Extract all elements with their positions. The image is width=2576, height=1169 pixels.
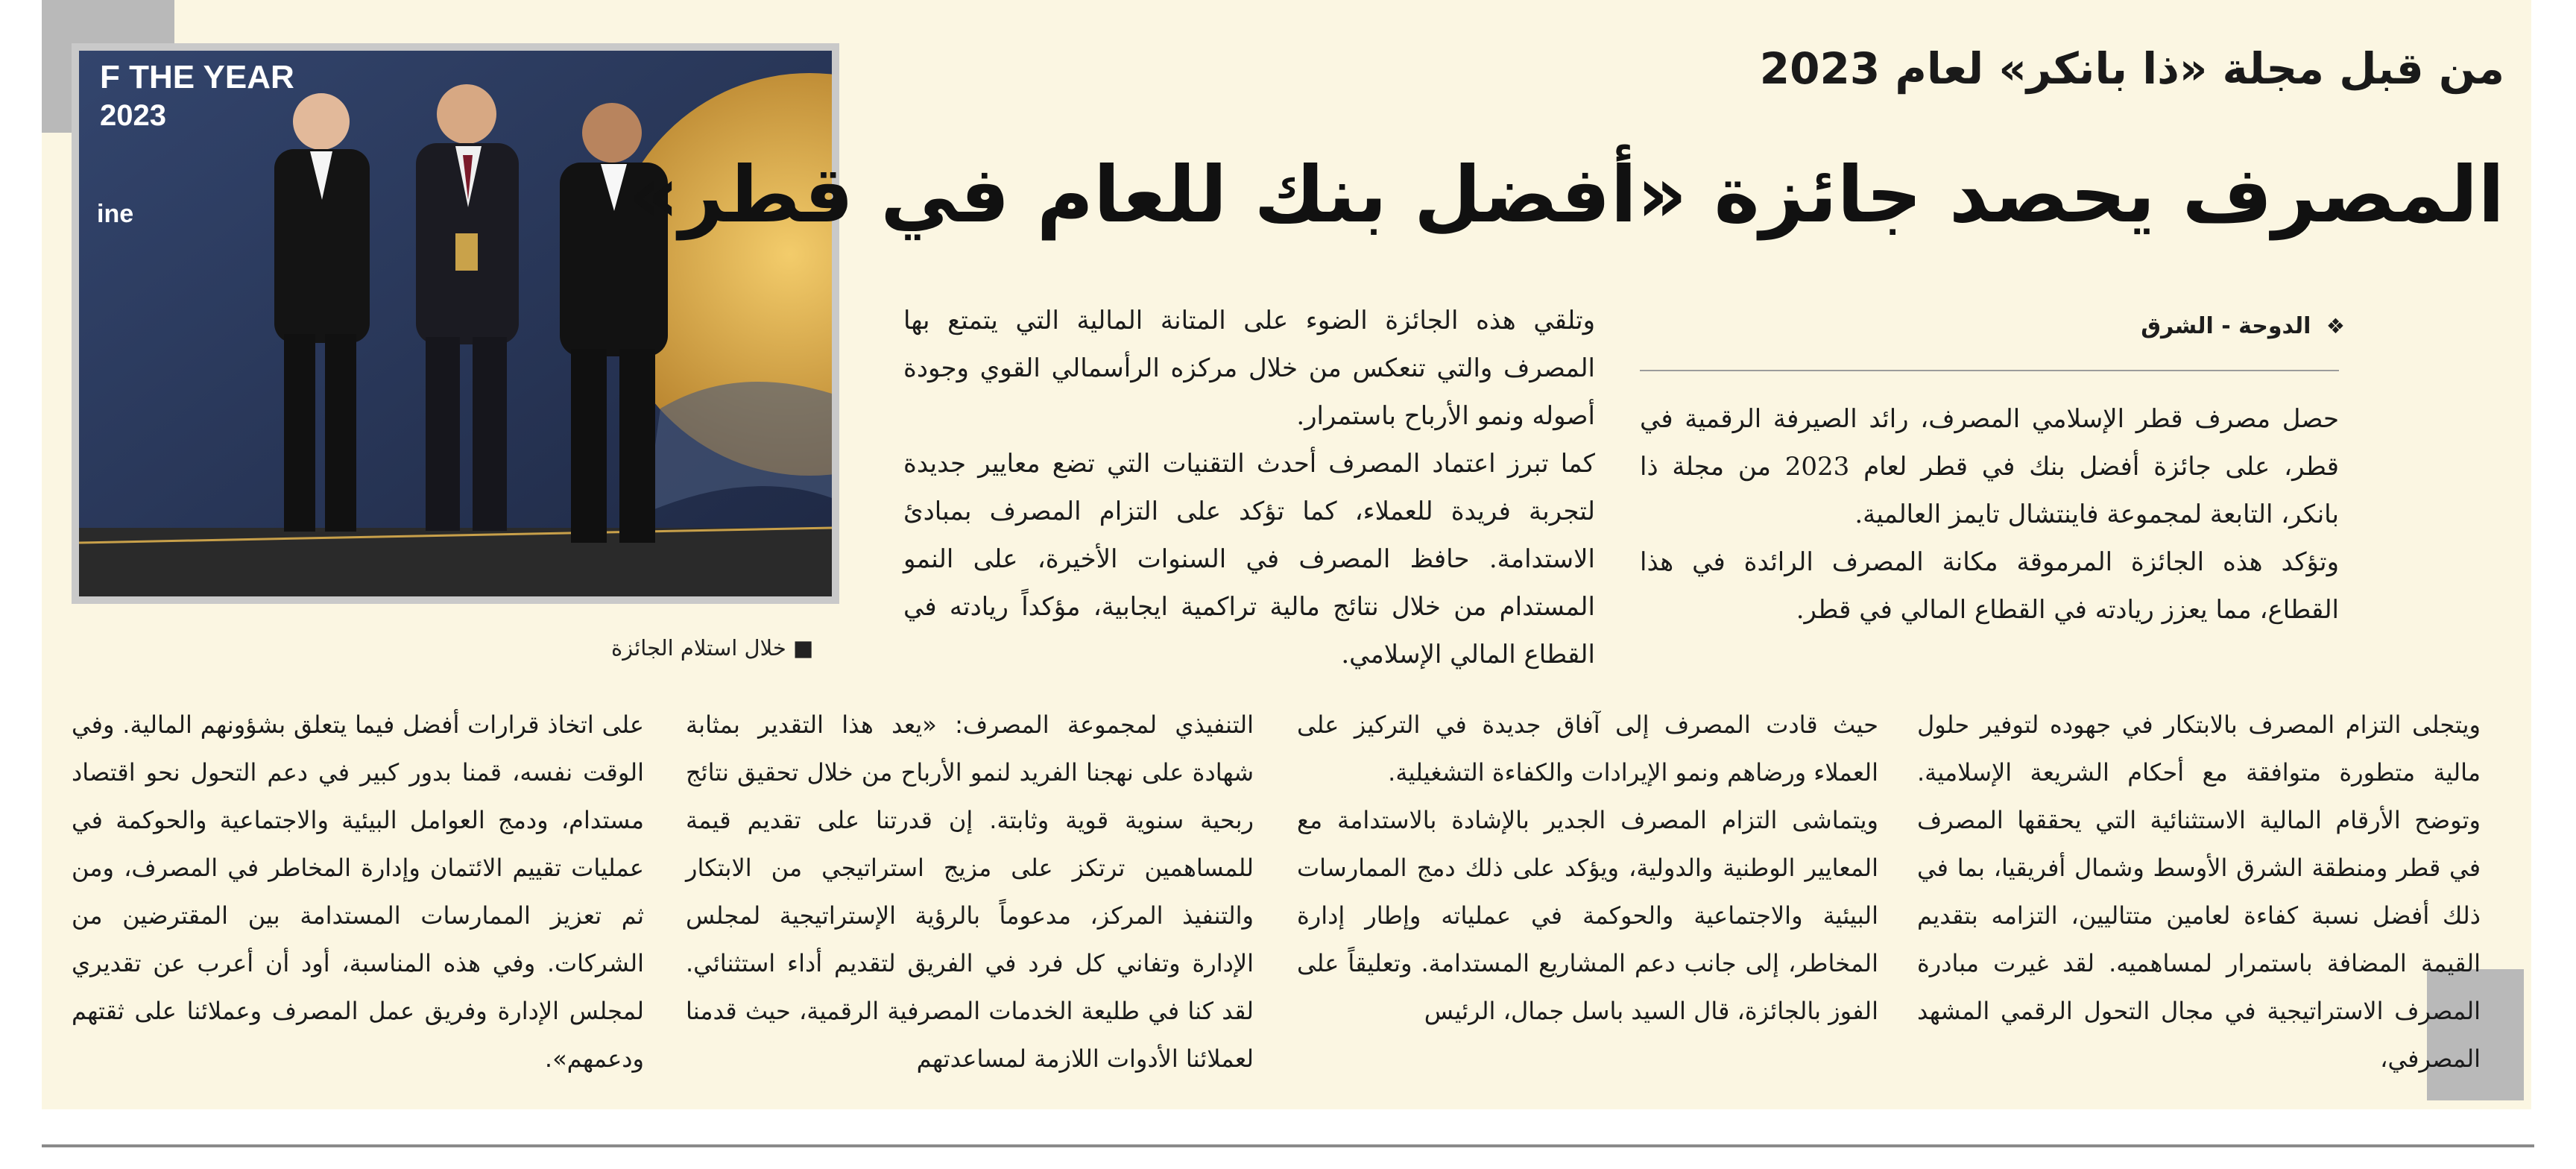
backdrop-text-year: F THE YEAR	[100, 59, 294, 95]
column-upper-middle	[903, 297, 1595, 678]
trophy-icon	[455, 233, 478, 271]
dateline-rule	[1640, 370, 2339, 371]
paragraph: وتلقي هذه الجائزة الضوء على المتانة المالية التي يتمتع بها المصرف والتي تنعكس من خلال مركزه الرأسمالي القوي وجودة أصوله ونمو الأرباح باستمرار.	[903, 306, 1595, 431]
column-lower-4	[72, 701, 644, 1083]
headline: المصرف يحصد جائزة «أفضل بنك للعام في قطر»	[628, 149, 2504, 240]
black-square-icon: ■	[793, 635, 814, 661]
photo-caption	[611, 635, 813, 661]
column-lower-2	[1297, 701, 1878, 1035]
diamond-bullet-icon: ❖	[2326, 314, 2345, 338]
column-lower-1	[1917, 701, 2481, 1083]
dateline-text: الدوحة - الشرق	[2141, 313, 2311, 339]
paragraph: التنفيذي لمجموعة المصرف: «يعد هذا التقدير بمثابة شهادة على نهجنا الفريد لنمو الأرباح من خلال تحقيق نتائج ربحية سنوية قوية وثابتة. إن قدرتنا على تقديم قيمة للمساهمين ترتكز على مزيج استراتيجي من الابتكار والتنفيذ المركز، مدعوماً بالرؤية الإستراتيجية لمجلس الإدارة وتفاني كل فرد في الفريق لتقديم أداء استثنائي. لقد كنا في طليعة الخدمات المصرفية الرقمية، حيث قدمنا لعملائنا الأدوات اللازمة لمساعدتهم	[686, 710, 1254, 1073]
backdrop-text-2023: 2023	[100, 99, 166, 132]
paragraph: حيث قادت المصرف إلى آفاق جديدة في التركيز على العملاء ورضاهم ونمو الإيرادات والكفاءة التشغيلية.	[1297, 710, 1878, 787]
backdrop-text-brand: ine	[97, 200, 134, 228]
award-ceremony-image	[79, 51, 832, 596]
paragraph: وتؤكد هذه الجائزة المرموقة مكانة المصرف الرائدة في هذا القطاع، مما يعزز ريادته في القطاع المالي في قطر.	[1640, 547, 2339, 625]
paragraph: ويتجلى التزام المصرف بالابتكار في جهوده لتوفير حلول مالية متطورة متوافقة مع أحكام الشريعة الإسلامية. وتوضح الأرقام المالية الاستثنائية التي يحققها المصرف في قطر ومنطقة الشرق الأوسط وشمال أفريقيا، بما في ذلك أفضل نسبة كفاءة لعامين متتاليين، التزامه بتقديم القيمة المضافة باستمرار لمساهميه. لقد غيرت مبادرة المصرف الاستراتيجية في مجال التحول الرقمي المشهد المصرفي،	[1917, 710, 2481, 1073]
paragraph: على اتخاذ قرارات أفضل فيما يتعلق بشؤونهم المالية. وفي الوقت نفسه، قمنا بدور كبير في دعم التحول نحو اقتصاد مستدام، ودمج العوامل البيئية والاجتماعية والحوكمة في عمليات تقييم الائتمان وإدارة المخاطر في المصرف، ومن ثم تعزيز الممارسات المستدامة بين المقترضين من الشركات. وفي هذه المناسبة، أود أن أعرب عن تقديري لمجلس الإدارة وفريق عمل المصرف وعملائنا على ثقتهم ودعمهم».	[72, 710, 644, 1073]
column-lower-3	[686, 701, 1254, 1083]
paragraph: كما تبرز اعتماد المصرف أحدث التقنيات التي تضع معايير جديدة لتجربة فريدة للعملاء، كما تؤكد على التزام المصرف بمبادئ الاستدامة. حافظ المصرف في السنوات الأخيرة، على النمو المستدام من خلال نتائج مالية تراكمية ايجابية، مؤكداً ريادته في القطاع المالي الإسلامي.	[903, 449, 1595, 669]
dateline	[2141, 313, 2345, 339]
paragraph: ويتماشى التزام المصرف الجدير بالإشادة بالاستدامة مع المعايير الوطنية والدولية، ويؤكد على ذلك دمج الممارسات البيئية والاجتماعية والحوكمة في عملياته وإطار إدارة المخاطر، إلى جانب دعم المشاريع المستدامة. وتعليقاً على الفوز بالجائزة، قال السيد باسل جمال، الرئيس	[1297, 806, 1878, 1025]
column-upper-right	[1640, 395, 2339, 634]
award-photo	[72, 43, 839, 604]
paragraph: حصل مصرف قطر الإسلامي المصرف، رائد الصيرفة الرقمية في قطر، على جائزة أفضل بنك في قطر لعام 2023 من مجلة ذا بانكر، التابعة لمجموعة فاينتشال تايمز العالمية.	[1640, 404, 2340, 529]
photo-caption-text: خلال استلام الجائزة	[611, 635, 786, 661]
bottom-rule	[42, 1144, 2534, 1147]
kicker: من قبل مجلة «ذا بانكر» لعام 2023	[1759, 43, 2504, 94]
